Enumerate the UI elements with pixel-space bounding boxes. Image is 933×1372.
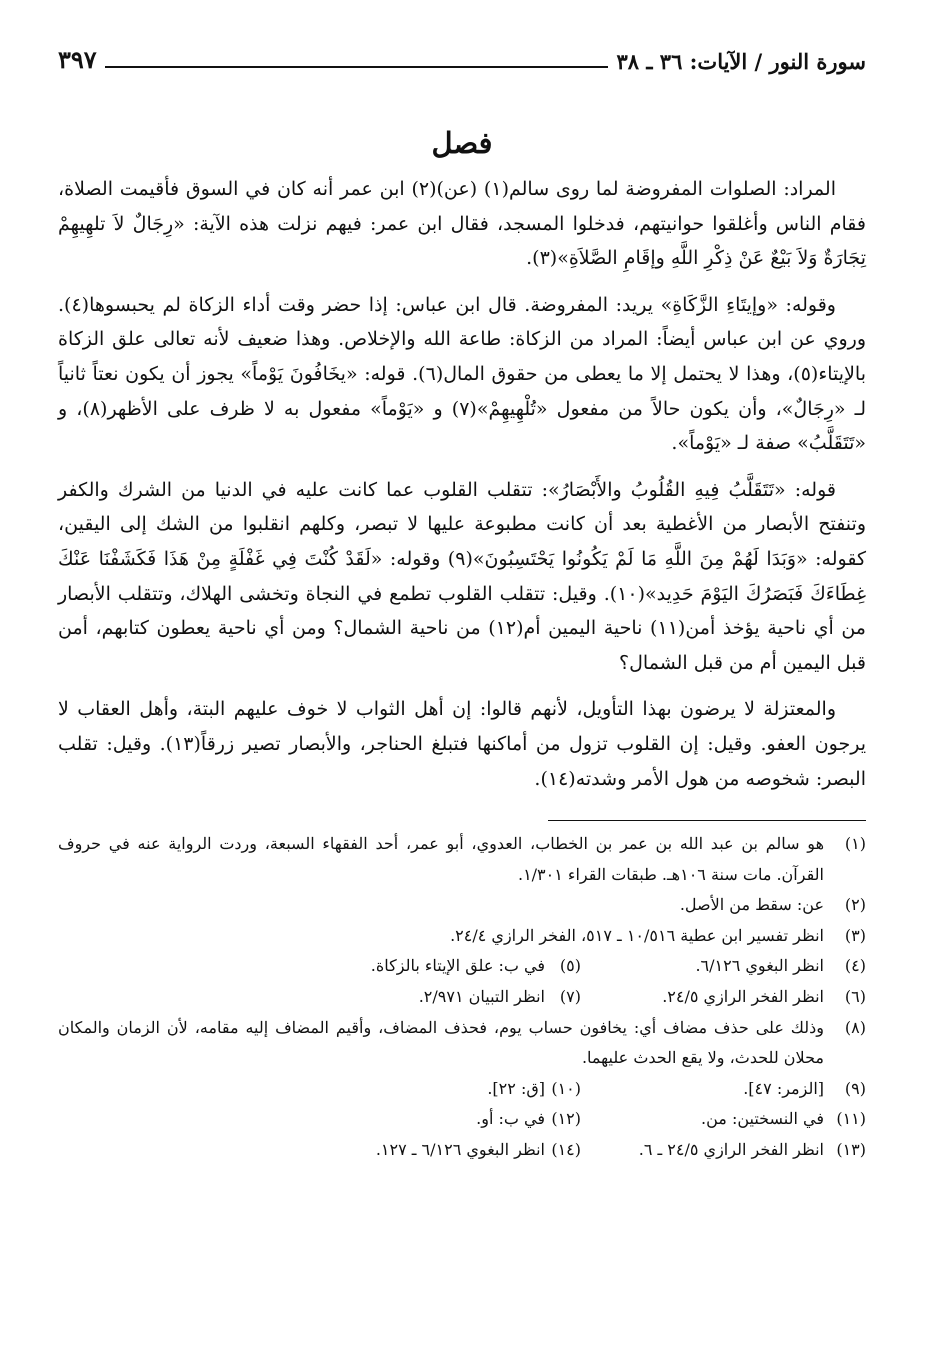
running-header xyxy=(58,38,866,74)
footnote-number: (٩) xyxy=(844,1078,866,1098)
footnote-text: عن: سقط من الأصل. xyxy=(679,895,824,915)
footnote-text: هو سالم بن عبد الله بن عمر بن الخطاب، العدوي، أبو عمر، أحد الفقهاء السبعة، وردت الرواية عنه في حروف القرآن. مات سنة ١٠٦هـ. طبقات القراء ١/٣٠١. xyxy=(58,834,825,884)
footnotes xyxy=(58,829,866,1166)
footnote xyxy=(581,1104,866,1135)
footnote-text: انظر الفخر الرازي ٢٤/٥ ـ ٦. xyxy=(638,1140,824,1160)
surah-title: سورة النور / الآيات: ٣٦ ـ ٣٨ xyxy=(616,49,866,74)
footnote xyxy=(58,890,866,921)
footnote-row xyxy=(58,1104,866,1135)
footnote-row xyxy=(58,1135,866,1166)
footnote xyxy=(476,1104,581,1135)
footnote xyxy=(581,1074,866,1105)
footnote-text: انظر الفخر الرازي ٢٤/٥. xyxy=(662,987,824,1007)
section-title: فصل xyxy=(431,126,493,160)
footnote xyxy=(58,829,866,890)
footnote-number: (٤) xyxy=(844,956,866,976)
page xyxy=(58,38,866,1166)
footnote xyxy=(581,1135,866,1166)
footnote-text: وذلك على حذف مضاف أي: يخافون حساب يوم، فحذف المضاف، وأقيم المضاف إليه مقامه، لأن الزمان والمكان محلان للحدث، ولا يقع الحدث عليهما. xyxy=(58,1017,824,1068)
footnote-number: (٦) xyxy=(844,987,866,1007)
footnote-divider xyxy=(548,820,866,821)
footnote-number: (٨) xyxy=(844,1017,866,1037)
footnote-number: (٥) xyxy=(559,956,581,976)
header-rule xyxy=(105,66,609,68)
footnote-row xyxy=(58,951,866,982)
footnote-text: انظر البغوي ٦/١٢٦. xyxy=(695,956,824,976)
footnote xyxy=(581,982,866,1013)
page-number: ٣٩٧ xyxy=(58,45,97,74)
footnote-text: انظر تفسير ابن عطية ١٠/٥١٦ ـ ٥١٧، الفخر الرازي ٢٤/٤. xyxy=(450,925,824,945)
footnote-text: في ب: أو. xyxy=(476,1109,545,1129)
paragraph: وقوله: «وإيتَاءِ الزَّكَاةِ» يريد: المفروضة. قال ابن عباس: إذا حضر وقت أداء الزكاة لم يحبسوها(٤). وروي عن ابن عباس أيضاً: المراد من الزكاة: طاعة الله والإخلاص. وهذا ضعيف لأنه تعالى علق الزكاة بالإيتاء(٥)، وهذا لا يحتمل إلا ما يعطى من حقوق المال(٦). قوله: «يخَافُونَ يَوْماً» يجوز أن يكون نعتاً ثانياً لـ «رِجَالٌ»، وأن يكون حالاً من مفعول «تُلْهِيهِمْ»(٧) و «يَوْماً» مفعول به لا ظرف على الأظهر(٨)، و «تَتَقَلَّبُ» صفة لـ «يَوْماً». xyxy=(58,293,866,455)
footnote xyxy=(58,921,866,952)
paragraph: قوله: «تَتَقَلَّبُ فِيهِ القُلُوبُ والأَبْصَارُ»: تتقلب القلوب عما كانت عليه في الدنيا من الشرك والكفر وتنفتح الأبصار من الأغطية بعد أن كانت مطبوعة عليها لا تبصر، وكلهم انقلبوا من الشك إلى اليقين، كقوله: «وَبَدَا لَهُمْ مِنَ اللَّهِ مَا لَمْ يَكُونُوا يَحْتَسِبُونَ»(٩) وقوله: «لَقَدْ كُنْتَ فِي غَفْلَةٍ مِنْ هَذَا فَكَشَفْنَا عَنْكَ غِطَاءَكَ فَبَصَرُكَ اليَوْمَ حَدِيد»(١٠). وقيل: تتقلب القلوب تطمع في النجاة وتخشى الهلاك، وتتقلب الأبصار من أي ناحية يؤخذ أمن(١١) ناحية اليمين أم(١٢) من ناحية الشمال؟ ومن أي ناحية يعطون كتابهم، أمن قبل اليمين أم من قبل الشمال؟ xyxy=(58,478,867,674)
footnote-text: [ق: ٢٢]. xyxy=(487,1078,545,1098)
footnote-row xyxy=(58,1074,866,1105)
paragraph: والمعتزلة لا يرضون بهذا التأويل، لأنهم قالوا: إن أهل الثواب لا خوف عليهم البتة، وأهل العقاب لا يرجون العفو. وقيل: إن القلوب تزول من أماكنها فتبلغ الحناجر، والأبصار تصير زرقاً(١٣). وقيل: تقلب البصر: شخوصه من هول الأمر وشدته(١٤). xyxy=(58,698,866,790)
footnote xyxy=(419,982,581,1013)
footnote-number: (١٢) xyxy=(551,1109,581,1129)
footnote-number: (١٤) xyxy=(551,1140,581,1160)
footnote-number: (٣) xyxy=(844,925,866,945)
footnote-text: في النسختين: من. xyxy=(701,1109,824,1129)
footnote-text: [الزمر: ٤٧]. xyxy=(743,1078,824,1098)
footnote-row xyxy=(58,982,866,1013)
footnote-text: انظر التبيان ٢/٩٧١. xyxy=(418,987,545,1007)
main-text xyxy=(58,172,866,796)
footnote-number: (٢) xyxy=(844,895,866,915)
footnote-text: في ب: علق الإيتاء بالزكاة. xyxy=(370,956,545,976)
footnote-text: انظر البغوي ٦/١٢٦ ـ ١٢٧. xyxy=(375,1140,545,1160)
footnote xyxy=(371,951,581,982)
footnote xyxy=(581,951,866,982)
footnote-number: (١) xyxy=(844,834,866,854)
footnote xyxy=(58,1013,866,1074)
paragraph: المراد: الصلوات المفروضة لما روى سالم(١) (عن)(٢) ابن عمر أنه كان في السوق فأقيمت الصلاة، فقام الناس وأغلقوا حوانيتهم، فدخلوا المسجد، فقال ابن عمر: فيهم نزلت هذه الآية: «رِجَالٌ لاَ تلهِيهِمْ تِجَارَةٌ وَلاَ بَيْعٌ عَنْ ذِكْرِ اللَّهِ وإقَامِ الصَّلاَةِ»(٣). xyxy=(58,178,866,270)
footnote xyxy=(376,1135,581,1166)
footnote xyxy=(487,1074,581,1105)
footnote-number: (١٠) xyxy=(551,1078,581,1098)
footnote-number: (١١) xyxy=(836,1109,866,1129)
footnote-number: (٧) xyxy=(559,987,581,1007)
footnote-number: (١٣) xyxy=(836,1140,866,1160)
